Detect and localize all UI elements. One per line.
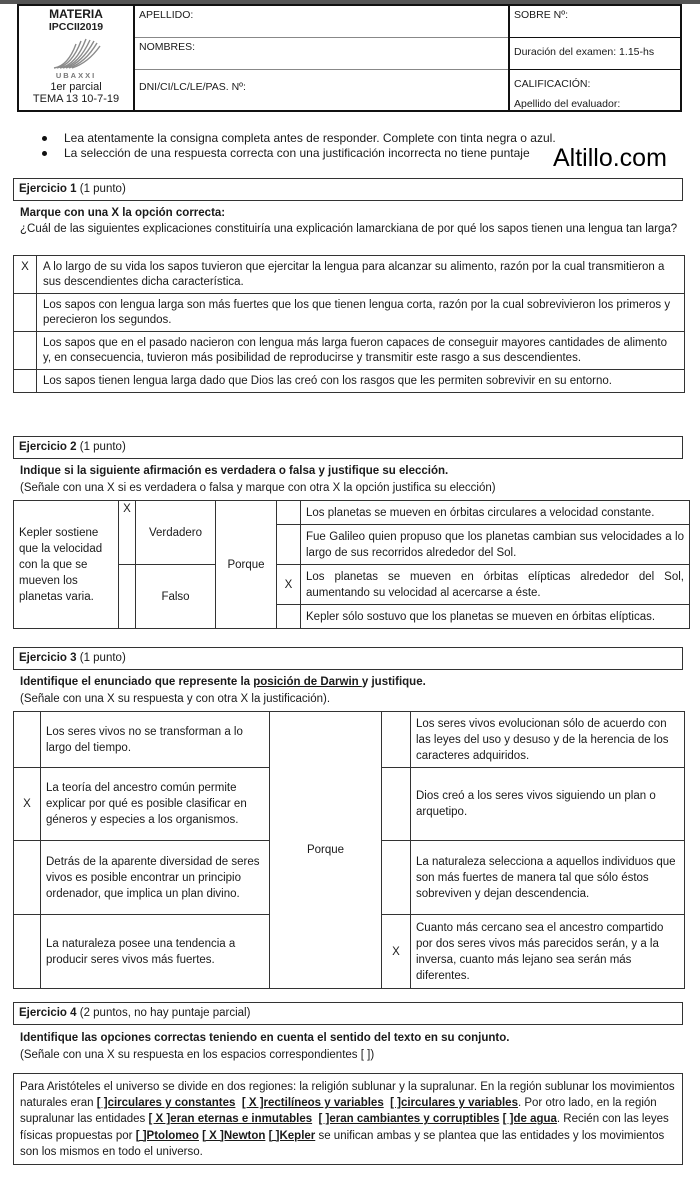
justification-checkbox[interactable]: X (382, 915, 411, 989)
option-kepler[interactable]: [ ]Kepler (268, 1129, 316, 1142)
porque-label: Porque (270, 712, 382, 989)
falso-checkbox[interactable] (119, 565, 136, 629)
calificacion-field[interactable] (510, 70, 680, 110)
justification-text: Los planetas se mueven en órbitas elípticas alrededor del Sol, aumentando su velocidad al acercarse a éste. (301, 565, 690, 605)
dni-label: DNI/CI/LC/LE/PAS. Nº: (139, 81, 246, 93)
ejercicio-2-table (13, 500, 690, 629)
option-checkbox[interactable] (14, 294, 37, 332)
calificacion-label: CALIFICACIÓN: (514, 78, 591, 90)
statement-checkbox[interactable] (14, 915, 41, 989)
option-text: Los sapos que en el pasado nacieron con lengua más larga fueron capaces de conseguir mayores cantidades de alimento y, en consecuencia, tuvieron más posibilidad de reproducirse y transmitir este rasgo a sus descendientes. (37, 332, 685, 370)
statement-checkbox[interactable]: X (14, 768, 41, 841)
materia-code: IPCCII2019 (48, 21, 104, 33)
ejercicio-4-instruction: Identifique las opciones correctas teniendo en cuenta el sentido del texto en su conjunto. (20, 1032, 510, 1044)
bullet-icon (42, 151, 47, 156)
justification-text: La naturaleza selecciona a aquellos individuos que son más fuertes de manera tal que sólo éstos sobreviven y dejan descendencia. (411, 841, 685, 915)
option-checkbox[interactable]: X (14, 256, 37, 294)
statement-checkbox[interactable] (14, 841, 41, 915)
option-row (14, 256, 685, 294)
ejercicio-1-question: ¿Cuál de las siguientes explicaciones constituiría una explicación lamarckiana de por qué los sapos tienen una lengua tan larga? (20, 223, 678, 235)
option-checkbox[interactable] (14, 370, 37, 393)
justification-checkbox[interactable] (277, 525, 301, 565)
option-text: Los sapos con lengua larga son más fuertes que los que tienen lengua corta, razón por la cual sobrevivieron los primeros y perecieron los segundos. (37, 294, 685, 332)
option-rectilineos-variables[interactable]: [ X ]rectilíneos y variables (241, 1097, 384, 1110)
ejercicio-3-header: Ejercicio 3 (1 punto) (13, 647, 683, 670)
ejercicio-4-subinstruction: (Señale con una X su respuesta en los espacios correspondientes [ ]) (20, 1049, 375, 1061)
watermark: Altillo.com (553, 144, 667, 172)
porque-label: Porque (216, 501, 277, 629)
justification-checkbox[interactable] (277, 501, 301, 525)
option-text: A lo largo de su vida los sapos tuvieron que ejercitar la lengua para alcanzar su alimento, razón por la cual transmitieron a sus descendientes dicha característica. (37, 256, 685, 294)
exam-info (510, 6, 680, 110)
sobre-label: SOBRE Nº: (514, 9, 569, 21)
dni-field[interactable] (135, 70, 508, 110)
justification-checkbox[interactable] (382, 712, 411, 768)
statement-text: Los seres vivos no se transforman a lo largo del tiempo. (41, 712, 270, 768)
student-info (135, 6, 510, 110)
ejercicio-1-options (13, 255, 685, 393)
tema-label: TEMA 13 10-7-19 (32, 93, 120, 105)
nombres-label: NOMBRES: (139, 41, 196, 53)
ejercicio-3-table (13, 711, 685, 989)
option-row (14, 332, 685, 370)
option-ptolomeo[interactable]: [ ]Ptolomeo (135, 1129, 199, 1142)
materia-label: MATERIA (49, 7, 103, 21)
option-eternas-inmutables[interactable]: [ X ]eran eternas e inmutables (148, 1113, 313, 1126)
evaluador-label: Apellido del evaluador: (514, 98, 621, 110)
duracion-label: Duración del examen: 1.15-hs (514, 46, 655, 58)
ejercicio-1-instruction: Marque con una X la opción correcta: (20, 207, 226, 219)
sobre-field[interactable] (510, 6, 680, 38)
verdadero-label: Verdadero (136, 501, 216, 565)
logo-text: UBAXXI (55, 71, 97, 80)
ejercicio-4-header: Ejercicio 4 (2 puntos, no hay puntaje parcial) (13, 1002, 683, 1025)
falso-label: Falso (136, 565, 216, 629)
justification-text: Los planetas se mueven en órbitas circulares a velocidad constante. (301, 501, 690, 525)
option-text: Los sapos tienen lengua larga dado que Dios las creó con los rasgos que les permiten sobrevivir en su entorno. (37, 370, 685, 393)
ejercicio-3-instruction: Identifique el enunciado que represente la posición de Darwin y justifique. (20, 676, 426, 688)
parcial-label: 1er parcial (50, 81, 102, 93)
justification-text: Kepler sólo sostuvo que los planetas se mueven en órbitas elípticas. (301, 605, 690, 629)
duracion-cell (510, 38, 680, 70)
justification-checkbox[interactable]: X (277, 565, 301, 605)
nombres-field[interactable] (135, 38, 508, 70)
instruction-item: Lea atentamente la consigna completa antes de responder. Complete con tinta negra o azul. (42, 131, 682, 146)
ejercicio-2-header: Ejercicio 2 (1 punto) (13, 436, 683, 459)
option-row (14, 370, 685, 393)
justification-checkbox[interactable] (382, 841, 411, 915)
instruction-item: La selección de una respuesta correcta con una justificación incorrecta no tiene puntaje (42, 146, 682, 161)
bullet-icon (42, 136, 47, 141)
ejercicio-3-subinstruction: (Señale con una X su respuesta y con otra X la justificación). (20, 693, 331, 705)
ejercicio-2-subinstruction: (Señale con una X si es verdadera o falsa y marque con otra X la opción justifica su elección) (20, 482, 496, 494)
ubaxxi-logo-icon (46, 35, 106, 71)
ejercicio-2-instruction: Indique si la siguiente afirmación es verdadera o falsa y justifique su elección. (20, 465, 449, 477)
justification-text: Cuanto más cercano sea el ancestro compartido por dos seres vivos más parecidos serán, y a la inversa, cuanto más lejano sea serán más diferentes. (411, 915, 685, 989)
justification-checkbox[interactable] (277, 605, 301, 629)
justification-text: Dios creó a los seres vivos siguiendo un plan o arquetipo. (411, 768, 685, 841)
exam-header (17, 4, 682, 112)
option-de-agua[interactable]: [ ]de agua (502, 1113, 557, 1126)
option-newton[interactable]: [ X ]Newton (202, 1129, 266, 1142)
justification-checkbox[interactable] (382, 768, 411, 841)
justification-text: Fue Galileo quien propuso que los planetas cambian sus velocidades a lo largo de sus recorridos alrededor del Sol. (301, 525, 690, 565)
verdadero-checkbox[interactable]: X (119, 501, 136, 565)
option-circulares-variables[interactable]: [ ]circulares y variables (390, 1097, 518, 1110)
statement-checkbox[interactable] (14, 712, 41, 768)
option-row (14, 294, 685, 332)
statement-text: La naturaleza posee una tendencia a producir seres vivos más fuertes. (41, 915, 270, 989)
statement-text: La teoría del ancestro común permite explicar por qué es posible clasificar en géneros y especies a los organismos. (41, 768, 270, 841)
subject-cell (19, 6, 135, 110)
statement-text: Detrás de la aparente diversidad de seres vivos es posible encontrar un principio ordenador, que implica un plan divino. (41, 841, 270, 915)
justification-text: Los seres vivos evolucionan sólo de acuerdo con las leyes del uso y desuso y de la herencia de los caracteres adquiridos. (411, 712, 685, 768)
apellido-field[interactable] (135, 6, 508, 38)
ejercicio-4-text: Para Aristóteles el universo se divide en dos regiones: la religión sublunar y la supralunar. En la región sublunar los movimientos naturales eran [ ]circulares y constantes [ X ]rectilíneos y variables [ ]circulares y variables. Por otro lado, en la región supralunar las entidades [ X ]eran eternas e inmutables [ ]eran cambiantes y corruptibles [ ]de agua. Recién con las leyes físicas propuestas por [ ]Ptolomeo [ X ]Newton [ ]Kepler se unifican ambas y se plantea que las entidades y los movimientos son los mismos en todo el universo. (13, 1073, 683, 1165)
option-checkbox[interactable] (14, 332, 37, 370)
option-circulares-constantes[interactable]: [ ]circulares y constantes (96, 1097, 236, 1110)
option-cambiantes-corruptibles[interactable]: [ ]eran cambiantes y corruptibles (318, 1113, 500, 1126)
apellido-label: APELLIDO: (139, 9, 194, 21)
ejercicio-1-header: Ejercicio 1 (1 punto) (13, 178, 683, 201)
statement-cell: Kepler sostiene que la velocidad con la que se mueven los planetas varia. (14, 501, 119, 629)
